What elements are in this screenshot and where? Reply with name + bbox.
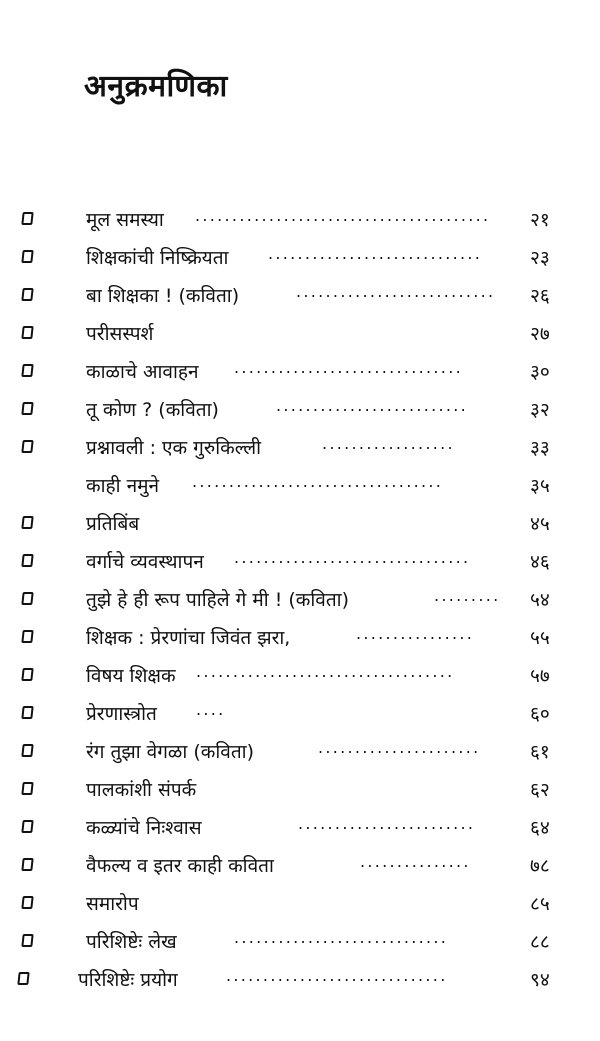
toc-row	[0, 354, 600, 392]
toc-entry-title: तू कोण ? (कविता)	[86, 399, 219, 421]
toc-row	[0, 506, 600, 544]
square-bullet-icon	[21, 706, 33, 719]
square-bullet-icon	[21, 858, 33, 871]
toc-page-number: ५५	[530, 627, 550, 649]
dot-leader: .............................	[268, 244, 483, 263]
toc-row	[0, 848, 600, 886]
square-bullet-icon	[21, 516, 33, 529]
square-bullet-icon	[17, 972, 29, 985]
toc-entry-title: शिक्षक : प्रेरणांचा जिवंत झरा,	[86, 627, 291, 649]
dot-leader: ................	[356, 624, 475, 643]
toc-entry-title: समारोप	[86, 893, 139, 915]
toc-row	[0, 620, 600, 658]
toc-row	[0, 810, 600, 848]
dot-leader: ..................................	[192, 472, 444, 491]
toc-page-number: ६०	[530, 703, 550, 725]
toc-entry-title: प्रश्नावली : एक गुरुकिल्ली	[86, 437, 262, 459]
toc-entry-title: शिक्षकांची निष्क्रियता	[86, 247, 229, 269]
table-of-contents	[0, 202, 600, 1000]
page-title: अनुक्रमणिका	[84, 69, 228, 104]
toc-row	[0, 696, 600, 734]
toc-page-number: २६	[530, 285, 550, 307]
toc-entry-title: वैफल्य व इतर काही कविता	[86, 855, 274, 877]
dot-leader: ...............	[360, 852, 471, 871]
toc-row	[0, 202, 600, 240]
square-bullet-icon	[21, 630, 33, 643]
square-bullet-icon	[21, 402, 33, 415]
square-bullet-icon	[21, 440, 33, 453]
toc-row	[0, 278, 600, 316]
toc-entry-title: परीसस्पर्श	[86, 323, 154, 345]
toc-entry-title: कळ्यांचे निःश्वास	[86, 817, 202, 839]
dot-leader: ..................	[322, 434, 455, 453]
toc-page-number: ८५	[530, 893, 550, 915]
toc-row	[0, 734, 600, 772]
toc-row	[0, 924, 600, 962]
toc-row	[0, 582, 600, 620]
square-bullet-icon	[21, 288, 33, 301]
toc-entry-title: परिशिष्टेः लेख	[86, 931, 177, 953]
square-bullet-icon	[21, 782, 33, 795]
dot-leader: ......................	[318, 738, 481, 757]
toc-row	[0, 240, 600, 278]
toc-page-number: ८८	[530, 931, 550, 953]
square-bullet-icon	[21, 326, 33, 339]
toc-entry-title: काही नमुने	[86, 475, 160, 497]
dot-leader: ..........................	[276, 396, 469, 415]
toc-page-number: ३२	[530, 399, 550, 421]
toc-entry-title: प्रेरणास्त्रोत	[86, 703, 157, 725]
toc-page-number: ३५	[530, 475, 550, 497]
dot-leader: ..............................	[226, 966, 448, 985]
toc-entry-title: वर्गाचे व्यवस्थापन	[86, 551, 204, 573]
square-bullet-icon	[21, 592, 33, 605]
toc-entry-title: मूल समस्या	[86, 209, 164, 231]
toc-page-number: ६२	[530, 779, 550, 801]
dot-leader: ................................	[234, 548, 471, 567]
square-bullet-icon	[21, 554, 33, 567]
toc-entry-title: रंग तुझा वेगळा (कविता)	[86, 741, 254, 763]
toc-entry-title: पालकांशी संपर्क	[86, 779, 197, 801]
toc-page-number: २१	[530, 209, 550, 231]
toc-entry-title: तुझे हे ही रूप पाहिले गे मी ! (कविता)	[86, 589, 350, 611]
dot-leader: ...................................	[196, 662, 455, 681]
toc-entry-title: प्रतिबिंब	[86, 513, 140, 535]
square-bullet-icon	[21, 820, 33, 833]
toc-entry-title: विषय शिक्षक	[86, 665, 176, 687]
toc-page-number: २३	[530, 247, 550, 269]
toc-page-number: ६४	[530, 817, 550, 839]
toc-page-number: ३३	[530, 437, 550, 459]
square-bullet-icon	[21, 212, 33, 225]
square-bullet-icon	[21, 744, 33, 757]
square-bullet-icon	[21, 896, 33, 909]
dot-leader: ...............................	[234, 358, 463, 377]
square-bullet-icon	[21, 250, 33, 263]
dot-leader: .........	[434, 586, 501, 605]
toc-row	[0, 316, 600, 354]
toc-page-number: ६१	[530, 741, 550, 763]
toc-row	[0, 658, 600, 696]
toc-page-number: ९४	[530, 969, 550, 991]
toc-entry-title: बा शिक्षका ! (कविता)	[86, 285, 240, 307]
toc-row	[0, 772, 600, 810]
toc-page-number: ५४	[530, 589, 550, 611]
toc-page-number: ५७	[530, 665, 550, 687]
dot-leader: ...........................	[296, 282, 496, 301]
square-bullet-icon	[21, 364, 33, 377]
toc-row	[0, 886, 600, 924]
toc-page-number: २७	[530, 323, 550, 345]
toc-page-number: ४६	[530, 551, 550, 573]
toc-row	[0, 468, 600, 506]
square-bullet-icon	[21, 668, 33, 681]
dot-leader: .............................	[234, 928, 449, 947]
toc-row	[0, 544, 600, 582]
toc-entry-title: काळाचे आवाहन	[86, 361, 199, 383]
toc-row	[0, 430, 600, 468]
toc-row	[0, 962, 600, 1000]
toc-row	[0, 392, 600, 430]
dot-leader: ........................	[298, 814, 476, 833]
toc-page-number: ३०	[530, 361, 550, 383]
dot-leader: ........................................	[195, 206, 491, 225]
toc-page-number: ४५	[530, 513, 550, 535]
dot-leader: ....	[196, 700, 226, 719]
toc-page-number: ७८	[530, 855, 550, 877]
square-bullet-icon	[21, 934, 33, 947]
toc-entry-title: परिशिष्टेः प्रयोग	[78, 969, 178, 991]
